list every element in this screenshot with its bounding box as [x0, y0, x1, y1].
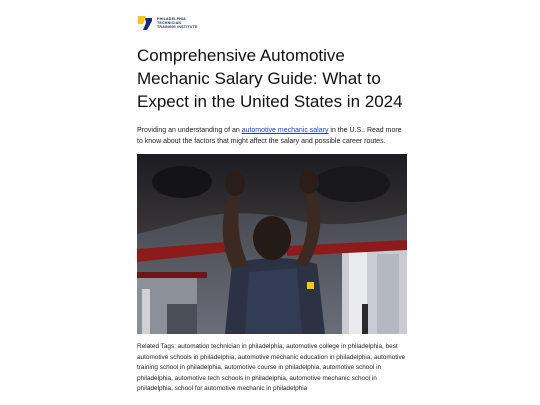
brand-line-1: PHILADELPHIA	[157, 16, 186, 21]
brand-line-3: TRAINING INSTITUTE	[157, 25, 198, 30]
article-intro	[137, 125, 407, 147]
related-tags-list: automation technician in philadelphia, automotive college in philadelphia, best automotive schools in philadelphia, automotive mechanic education in philadelphia, automotive training school in philadelphia, automotive course in philadelphia, automotive school in philadelphia, automotive tech schools in philadelphia, automotive mechanic school in philadelphia, school for automotive mechanic in philadelphia	[137, 343, 406, 393]
salary-link[interactable]: automotive mechanic salary	[241, 127, 329, 134]
related-tags-label: Related Tags:	[137, 343, 178, 350]
intro-text-start: Providing an understanding of an	[137, 127, 242, 134]
page-title: Comprehensive Automotive Mechanic Salary Guide: What to Expect in the United States in 2024	[137, 46, 403, 111]
brand-logo[interactable]	[137, 14, 198, 32]
related-tags	[137, 342, 407, 395]
hero-image	[137, 154, 407, 334]
intro-text-end: in the U.S.. Read more to know about the factors that might affect the salary and possible career routes.	[137, 127, 402, 145]
brand-logo-icon	[137, 15, 153, 31]
brand-name	[157, 17, 198, 30]
mechanic-photo	[137, 154, 407, 334]
brand-line-2: TECHNICIAN	[157, 20, 182, 25]
